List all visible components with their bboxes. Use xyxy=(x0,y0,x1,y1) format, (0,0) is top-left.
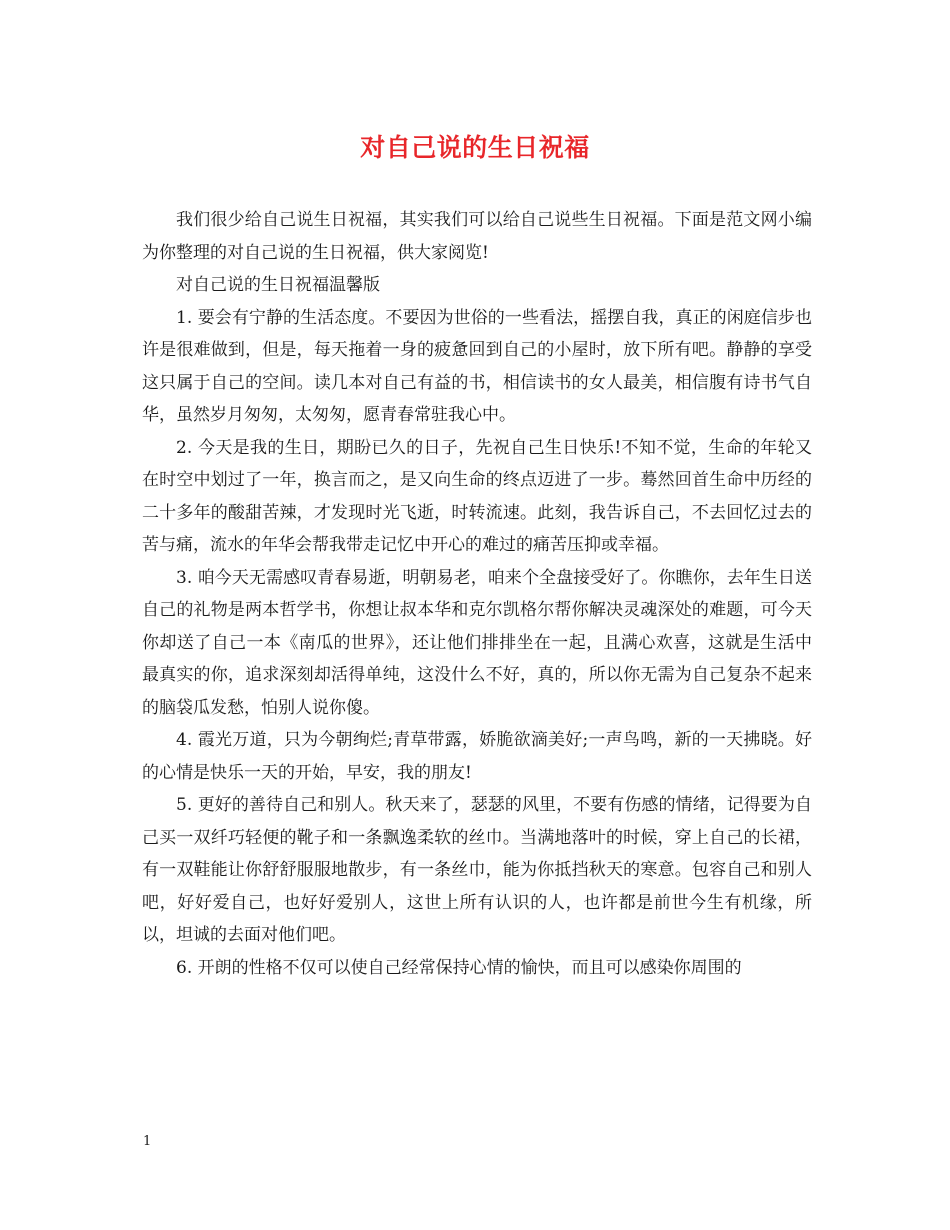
wish-paragraph-5: 5. 更好的善待自己和别人。秋天来了，瑟瑟的风里，不要有伤感的情绪，记得要为自己买一双纤巧轻便的靴子和一条飘逸柔软的丝巾。当满地落叶的时候，穿上自己的长裙，有一双鞋能让你舒舒服服地散步，有一条丝巾，能为你抵挡秋天的寒意。包容自己和别人吧，好好爱自己，也好好爱别人，这世上所有认识的人，也许都是前世今生有机缘，所以，坦诚的去面对他们吧。 xyxy=(142,795,812,945)
page-number: 1 xyxy=(143,1134,152,1149)
wish-paragraph-2: 2. 今天是我的生日，期盼已久的日子，先祝自己生日快乐!不知不觉，生命的年轮又在时空中划过了一年，换言而之，是又向生命的终点迈进了一步。蓦然回首生命中历经的二十多年的酸甜苦辣，才发现时光飞逝，时转流速。此刻，我告诉自己，不去回忆过去的苦与痛，流水的年华会帮我带走记忆中开心的难过的痛苦压抑或幸福。 xyxy=(142,437,812,555)
section-heading: 对自己说的生日祝福温馨版 xyxy=(176,275,380,295)
wish-paragraph-1: 1. 要会有宁静的生活态度。不要因为世俗的一些看法，摇摆自我，真正的闲庭信步也许是很难做到，但是，每天拖着一身的疲惫回到自己的小屋时，放下所有吧。静静的享受这只属于自己的空间。读几本对自己有益的书，相信读书的女人最美，相信腹有诗书气自华，虽然岁月匆匆，太匆匆，愿青春常驻我心中。 xyxy=(142,307,812,425)
intro-paragraph: 我们很少给自己说生日祝福，其实我们可以给自己说些生日祝福。下面是范文网小编为你整理的对自己说的生日祝福，供大家阅览! xyxy=(142,210,812,263)
wish-paragraph-6: 6. 开朗的性格不仅可以使自己经常保持心情的愉快，而且可以感染你周围的 xyxy=(176,957,742,978)
document-body xyxy=(142,204,812,984)
document-title: 对自己说的生日祝福 xyxy=(360,133,590,162)
wish-paragraph-4: 4. 霞光万道，只为今朝绚烂;青草带露，娇脆欲滴美好;一声鸟鸣，新的一天拂晓。好的心情是快乐一天的开始，早安，我的朋友! xyxy=(142,730,812,783)
wish-paragraph-3: 3. 咱今天无需感叹青春易逝，明朝易老，咱来个全盘接受好了。你瞧你，去年生日送自己的礼物是两本哲学书，你想让叔本华和克尔凯格尔帮你解决灵魂深处的难题，可今天你却送了自己一本《南瓜的世界》，还让他们排排坐在一起，且满心欢喜，这就是生活中最真实的你，追求深刻却活得单纯，这没什么不好，真的，所以你无需为自己复杂不起来的脑袋瓜发愁，怕别人说你傻。 xyxy=(142,567,812,718)
